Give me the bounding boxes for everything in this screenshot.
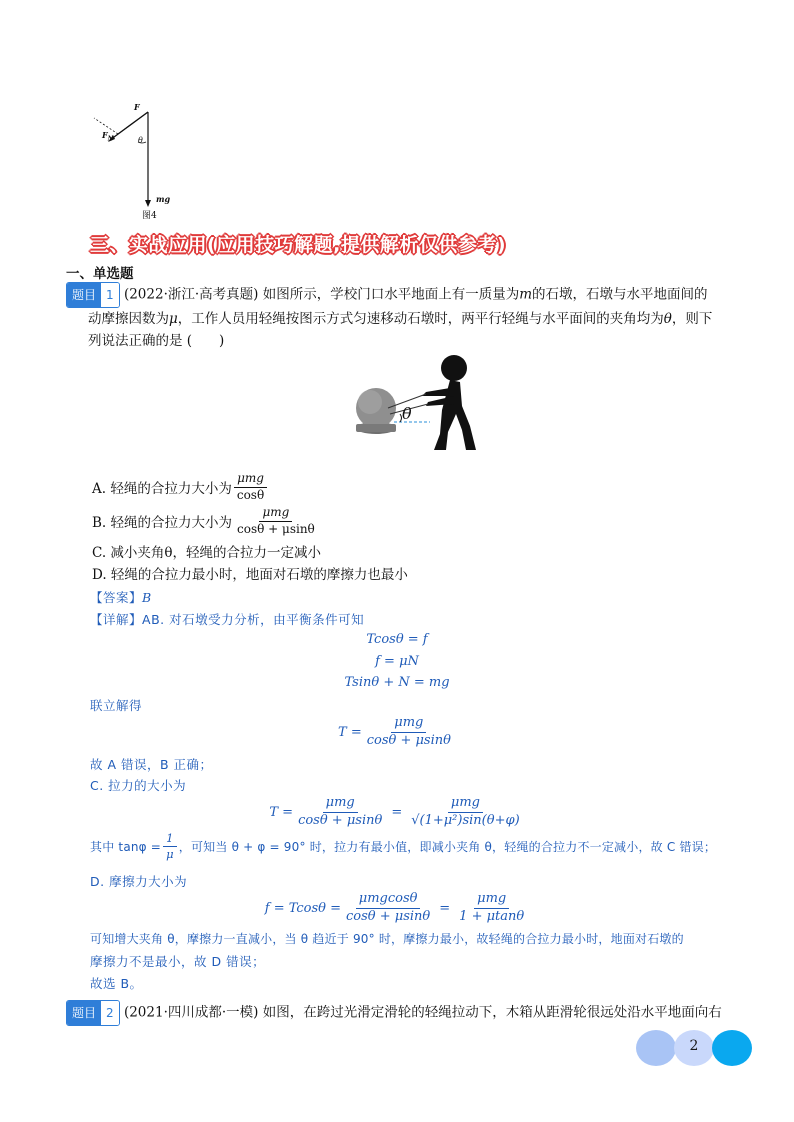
eq5-equals: = bbox=[391, 804, 403, 820]
conclusion-ab: 故 A 错误，B 正确； bbox=[90, 757, 213, 772]
eq6-fraction-2 bbox=[456, 892, 527, 925]
eq4-fraction bbox=[364, 716, 454, 749]
equation-1: Tcosθ = f bbox=[366, 632, 428, 647]
equation-2: f = μN bbox=[375, 654, 419, 669]
force-diagram bbox=[86, 104, 176, 222]
q1-text-1: (2022·浙江·高考真题) 如图所示，学校门口水平地面上有一质量为 bbox=[123, 286, 520, 303]
force-diagram-svg bbox=[86, 104, 176, 222]
question-1 bbox=[66, 282, 736, 352]
eq5-num2: μmg bbox=[448, 796, 483, 813]
option-B-num: μmg bbox=[259, 506, 292, 522]
c-intro: C. 拉力的大小为 bbox=[90, 778, 187, 793]
eq6-num2: μmg bbox=[474, 892, 509, 909]
detail-label: 【详解】 bbox=[90, 612, 143, 627]
q2-badge-label: 题目 bbox=[67, 1001, 101, 1025]
option-A-fraction bbox=[234, 472, 267, 503]
eq5-num1: μmg bbox=[323, 796, 358, 813]
equation-4 bbox=[0, 716, 794, 749]
question-2 bbox=[66, 1000, 746, 1026]
label-theta: θ bbox=[138, 136, 143, 145]
d-text-2: 摩擦力不是最小，故 D 错误； bbox=[90, 954, 266, 969]
question-1-line3 bbox=[66, 330, 736, 352]
d-intro: D. 摩擦力大小为 bbox=[90, 874, 188, 889]
option-A-text: A. 轻绳的合拉力大小为 bbox=[92, 481, 232, 498]
c-where-fraction bbox=[163, 832, 177, 861]
answer-value: B bbox=[142, 590, 152, 605]
eq4-num: μmg bbox=[391, 716, 426, 733]
final-answer: 故选 B。 bbox=[90, 976, 143, 991]
eq5-fraction-2 bbox=[408, 796, 522, 829]
q1-var-mu: μ bbox=[169, 311, 178, 327]
equation-6 bbox=[0, 892, 794, 925]
equation-5 bbox=[0, 796, 794, 829]
label-mg: mg bbox=[156, 194, 171, 204]
page-circle-left bbox=[636, 1030, 676, 1066]
c-where-num: 1 bbox=[163, 832, 177, 847]
option-A-num: μmg bbox=[234, 472, 267, 488]
question-1-badge bbox=[66, 282, 120, 308]
detail-intro-line bbox=[90, 610, 364, 628]
option-B-den: cosθ + μsinθ bbox=[237, 521, 315, 536]
stone-figure bbox=[350, 352, 482, 456]
equation-3: Tsinθ + N = mg bbox=[344, 675, 450, 690]
q1-text-1b: 的石墩，石墩与水平地面间的 bbox=[532, 286, 708, 303]
badge-label: 题目 bbox=[67, 283, 101, 307]
q1-var-theta: θ bbox=[663, 311, 672, 327]
subsection-title: 一、单选题 bbox=[66, 266, 134, 282]
c-where-den: μ bbox=[166, 847, 174, 862]
q2-badge-number: 2 bbox=[101, 1001, 119, 1025]
question-1-line1 bbox=[66, 282, 736, 308]
stone-figure-theta: θ bbox=[402, 404, 412, 423]
q2-text: (2021·四川成都·一模) 如图，在跨过光滑定滑轮的轻绳拉动下，木箱从距滑轮很远处沿水平地面向右 bbox=[123, 1004, 722, 1021]
option-D: D. 轻绳的合拉力最小时，地面对石墩的摩擦力也最小 bbox=[92, 567, 408, 583]
page-number-decoration bbox=[636, 1028, 752, 1068]
option-B-text: B. 轻绳的合拉力大小为 bbox=[92, 515, 233, 532]
answer-label: 【答案】 bbox=[90, 590, 143, 605]
q1-text-2c: ，则下 bbox=[671, 311, 713, 327]
question-1-line2 bbox=[66, 308, 736, 330]
c-where-b: ，可知当 θ + φ = 90° 时，拉力有最小值，即减小夹角 θ，轻绳的合拉力不一定减小，故 C 错误； bbox=[178, 840, 717, 855]
detail-intro: AB. 对石墩受力分析，由平衡条件可知 bbox=[142, 612, 365, 627]
eq6-den2: 1 + μtanθ bbox=[459, 908, 525, 924]
badge-number: 1 bbox=[101, 283, 119, 307]
eq6-lhs: f = Tcosθ = bbox=[264, 900, 342, 916]
eq6-fraction-1 bbox=[343, 892, 433, 925]
label-Fn-main: F bbox=[102, 130, 108, 140]
page-circle-right bbox=[712, 1030, 752, 1066]
eq6-den1: cosθ + μsinθ bbox=[346, 908, 431, 924]
eq6-equals: = bbox=[439, 900, 451, 916]
option-A bbox=[92, 472, 269, 503]
q1-var-m: m bbox=[519, 286, 533, 303]
eq4-lhs: T = bbox=[338, 724, 362, 740]
label-F: F bbox=[134, 102, 140, 112]
page-number: 2 bbox=[689, 1038, 699, 1054]
label-Fn bbox=[102, 130, 113, 143]
option-A-den: cosθ bbox=[236, 487, 265, 502]
eq5-fraction-1 bbox=[295, 796, 385, 829]
q1-text-2b: ，工作人员用轻绳按图示方式匀速移动石墩时，两平行轻绳与水平面间的夹角均为 bbox=[177, 311, 664, 327]
c-where-a: 其中 tanφ = bbox=[90, 840, 162, 855]
eq5-den2: √(1+μ²)sin(θ+φ) bbox=[411, 812, 520, 828]
section-title: 三、实战应用(应用技巧解题,提供解析仅供参考) bbox=[90, 234, 507, 256]
option-B-fraction bbox=[234, 506, 318, 537]
c-where-line bbox=[90, 832, 716, 861]
answer-line bbox=[90, 588, 152, 606]
d-text-1: 可知增大夹角 θ，摩擦力一直减小，当 θ 趋近于 90° 时，摩擦力最小，故轻绳的合拉力最小时，地面对石墩的 bbox=[90, 932, 684, 946]
combine-text: 联立解得 bbox=[90, 698, 143, 713]
stone-figure-svg bbox=[350, 352, 482, 456]
question-2-badge bbox=[66, 1000, 120, 1026]
option-B bbox=[92, 506, 320, 537]
q1-text-2a: 动摩擦因数为 bbox=[88, 311, 169, 327]
option-C: C. 减小夹角θ，轻绳的合拉力一定减小 bbox=[92, 545, 322, 561]
figure-caption: 图4 bbox=[142, 211, 157, 221]
label-Fn-sub: N bbox=[107, 135, 114, 143]
eq5-lhs: T = bbox=[269, 804, 294, 820]
q1-text-3: 列说法正确的是 ( ) bbox=[88, 333, 225, 349]
eq5-den1: cosθ + μsinθ bbox=[298, 812, 383, 828]
eq4-den: cosθ + μsinθ bbox=[366, 732, 451, 748]
eq6-num1: μmgcosθ bbox=[356, 892, 421, 909]
